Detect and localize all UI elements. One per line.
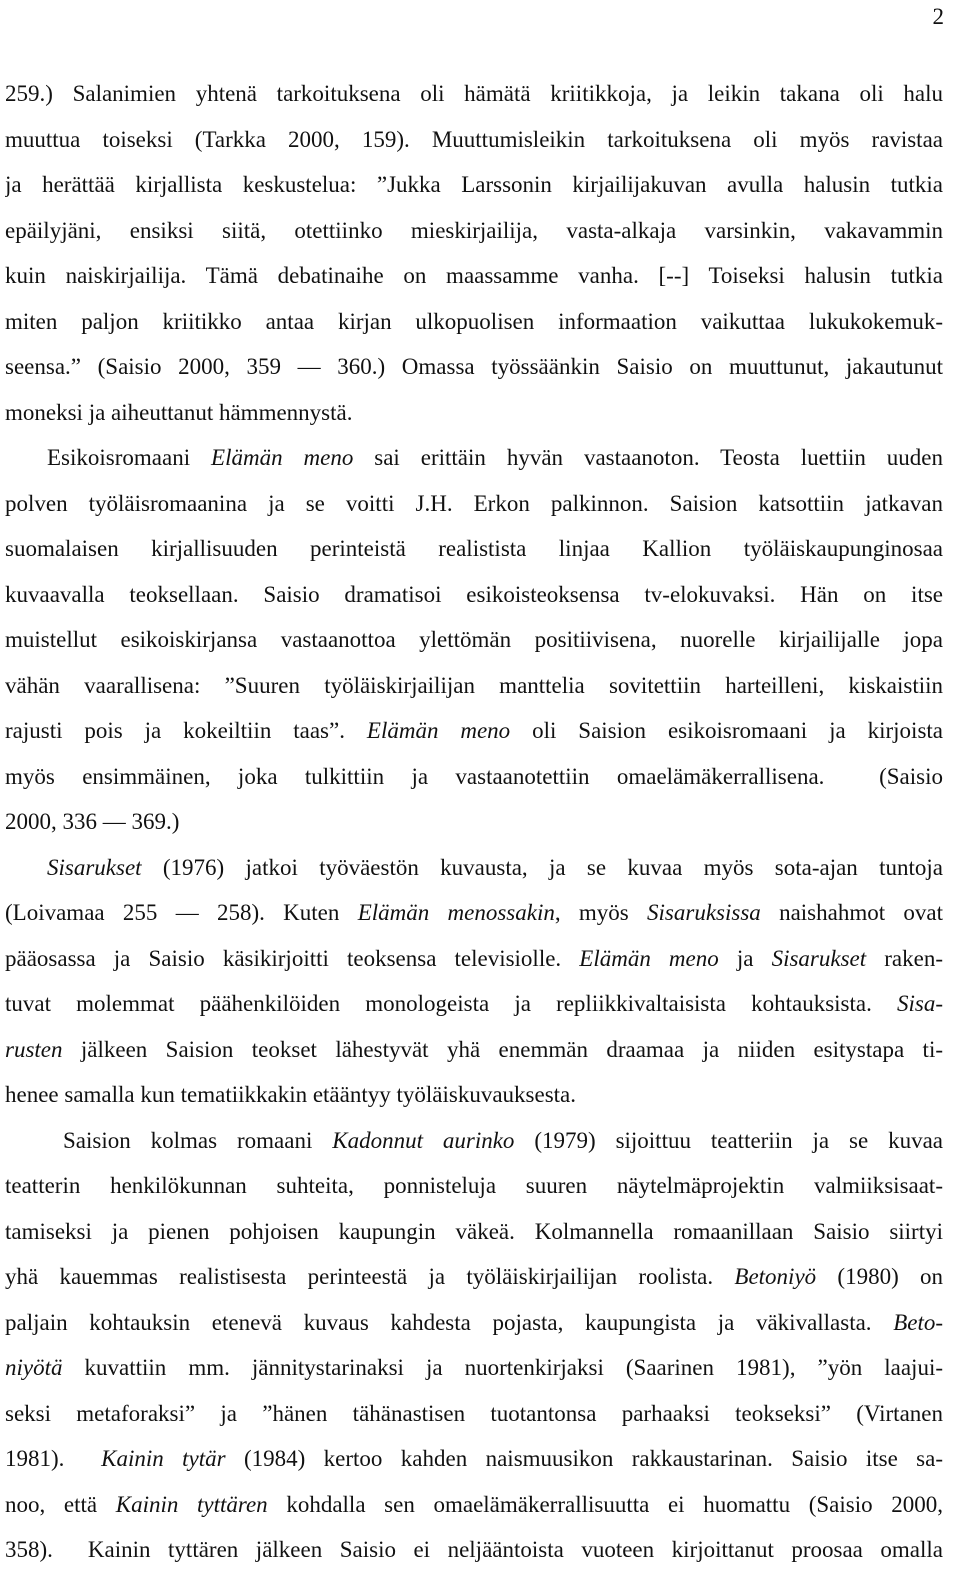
italic-title: Beto- bbox=[893, 1309, 943, 1335]
italic-title: Sisarukset bbox=[47, 854, 142, 880]
paragraph-p3 bbox=[5, 845, 943, 1118]
text-segment: moneksi ja aiheuttanut hämmennystä. bbox=[5, 399, 353, 425]
text-line bbox=[5, 1209, 943, 1255]
text-line bbox=[5, 526, 943, 572]
text-segment: 1981). bbox=[5, 1446, 102, 1471]
text-line bbox=[5, 1118, 943, 1164]
text-segment: seensa.” (Saisio 2000, 359 — 360.) Omassa työssäänkin Saisio on muuttunut, jakautunut bbox=[5, 354, 943, 379]
text-line bbox=[5, 390, 943, 436]
text-line bbox=[5, 708, 943, 754]
text-line bbox=[5, 936, 943, 982]
text-line bbox=[5, 71, 943, 117]
text-segment: seksi metaforaksi” ja ”hänen tähänastisen tuotantonsa parhaaksi teokseksi” (Virtanen bbox=[5, 1400, 943, 1426]
text-segment: (1979) sijoittuu teatteriin ja se kuvaa bbox=[514, 1127, 943, 1153]
italic-title: Betoniyö bbox=[734, 1264, 817, 1289]
text-segment: kohdalla sen omaelämäkerrallisuutta ei huomattu (Saisio 2000, bbox=[267, 1491, 943, 1517]
text-segment: sai erittäin hyvän vastaanoton. Teosta luettiin uuden bbox=[353, 445, 943, 470]
text-segment: suomalaisen kirjallisuuden perinteistä realistista linjaa Kallion työläiskaupunginosaa bbox=[5, 536, 943, 561]
text-line bbox=[5, 663, 943, 709]
text-segment: (1984) kertoo kahden naismuusikon rakkaustarinan. Saisio itse sa- bbox=[225, 1446, 943, 1471]
text-segment: rajusti pois ja kokeiltiin taas”. bbox=[5, 718, 367, 743]
document-body bbox=[5, 71, 943, 1573]
text-line bbox=[5, 1391, 943, 1437]
text-segment: (Loivamaa 255 — 258). Kuten bbox=[5, 900, 358, 925]
text-line bbox=[5, 481, 943, 527]
text-segment: henee samalla kun tematiikkakin etääntyy työläiskuvauksesta. bbox=[5, 1082, 576, 1107]
text-line bbox=[5, 253, 943, 299]
text-line bbox=[5, 208, 943, 254]
text-line bbox=[5, 1254, 943, 1300]
text-line bbox=[5, 1072, 943, 1118]
text-segment: ja herättää kirjallista keskustelua: ”Jukka Larssonin kirjailijakuvan avulla halusin tutkia bbox=[5, 172, 943, 197]
text-segment: oli Saision esikoisromaani ja kirjoista bbox=[510, 718, 943, 743]
text-segment: kuvattiin mm. jännitystarinaksi ja nuortenkirjaksi (Saarinen 1981), ”yön laajui- bbox=[62, 1355, 943, 1380]
text-segment: naishahmot ovat bbox=[760, 900, 943, 925]
text-line bbox=[5, 344, 943, 390]
text-line bbox=[5, 1163, 943, 1209]
text-segment: ja bbox=[718, 945, 772, 971]
text-segment: muistellut esikoiskirjansa vastaanottoa ylettömän positiivisena, nuorelle kirjailijalle jopa bbox=[5, 627, 943, 652]
paragraph-p1 bbox=[5, 71, 943, 435]
text-segment: (1976) jatkoi työväestön kuvausta, ja se kuvaa myös sota-ajan tuntoja bbox=[141, 854, 943, 880]
text-segment: myös ensimmäinen, joka tulkittiin ja vastaanotettiin omaelämäkerrallisena. (Saisio bbox=[5, 763, 943, 789]
text-line bbox=[5, 981, 943, 1027]
italic-title: Elämän meno bbox=[366, 718, 511, 743]
italic-title: Elämän meno bbox=[211, 445, 354, 470]
italic-title: Sisarukset bbox=[771, 945, 867, 971]
italic-title: Sisaruksissa bbox=[647, 900, 761, 925]
text-line bbox=[5, 1527, 943, 1573]
italic-title: Kainin tytär bbox=[101, 1446, 226, 1471]
text-line bbox=[5, 845, 943, 891]
italic-title: Elämän menossakin bbox=[357, 900, 555, 925]
text-segment: (1980) on bbox=[816, 1264, 943, 1289]
text-segment: vähän vaarallisena: ”Suuren työläiskirjailijan manttelia sovitettiin harteilleni, kiskaistiin bbox=[5, 672, 943, 698]
text-line bbox=[5, 299, 943, 345]
text-segment: tuvat molemmat päähenkilöiden monologeista ja repliikkivaltaisista kohtauksista. bbox=[5, 991, 897, 1016]
italic-title: Kadonnut aurinko bbox=[332, 1127, 515, 1153]
paragraph-p2 bbox=[5, 435, 943, 845]
text-segment: polven työläisromaanina ja se voitti J.H. Erkon palkinnon. Saision katsottiin jatkavan bbox=[5, 490, 943, 516]
text-segment: 358). Kainin tyttären jälkeen Saisio ei neljääntoista vuoteen kirjoittanut proosaa omalla bbox=[5, 1537, 943, 1562]
text-segment: raken- bbox=[866, 945, 943, 971]
italic-title: niyötä bbox=[5, 1355, 63, 1380]
text-line bbox=[5, 1027, 943, 1073]
text-segment: kuin naiskirjailija. Tämä debatinaihe on maassamme vanha. [--] Toiseksi halusin tutkia bbox=[5, 263, 943, 288]
text-segment: teatterin henkilökunnan suhteita, ponnisteluja suuren näytelmäprojektin valmiiksisaat- bbox=[5, 1173, 943, 1198]
text-segment: tamiseksi ja pienen pohjoisen kaupungin väkeä. Kolmannella romaanillaan Saisio siirtyi bbox=[5, 1218, 943, 1244]
text-line bbox=[5, 617, 943, 663]
text-segment: 259.) Salanimien yhtenä tarkoituksena oli hämätä kriitikkoja, ja leikin takana oli halu bbox=[5, 81, 943, 106]
text-segment: miten paljon kriitikko antaa kirjan ulkopuolisen informaation vaikuttaa lukukokemuk- bbox=[5, 308, 943, 334]
page-number: 2 bbox=[932, 4, 944, 29]
text-segment: muuttua toiseksi (Tarkka 2000, 159). Muuttumisleikin tarkoituksena oli myös ravistaa bbox=[5, 126, 943, 152]
text-line bbox=[5, 1436, 943, 1482]
text-line bbox=[5, 754, 943, 800]
italic-title: Kainin tyttären bbox=[115, 1491, 268, 1517]
text-segment: Saision kolmas romaani bbox=[63, 1127, 333, 1153]
text-line bbox=[5, 162, 943, 208]
text-segment: pääosassa ja Saisio käsikirjoitti teoksensa televisiolle. bbox=[5, 945, 580, 971]
text-segment: Esikoisromaani bbox=[47, 445, 212, 470]
italic-title: Sisa- bbox=[897, 991, 943, 1016]
text-line bbox=[5, 890, 943, 936]
paragraph-p4 bbox=[5, 1118, 943, 1573]
text-line bbox=[5, 1482, 943, 1528]
text-line bbox=[5, 799, 943, 845]
text-segment: noo, että bbox=[5, 1491, 116, 1517]
italic-title: Elämän meno bbox=[579, 945, 719, 971]
text-line bbox=[5, 1345, 943, 1391]
text-segment: epäilyjäni, ensiksi siitä, otettiinko mieskirjailija, vasta-alkaja varsinkin, vakavammin bbox=[5, 217, 943, 243]
text-segment: paljain kohtauksin etenevä kuvaus kahdesta pojasta, kaupungista ja väkivallasta. bbox=[5, 1309, 894, 1335]
text-segment: 2000, 336 — 369.) bbox=[5, 809, 180, 834]
text-segment: jälkeen Saision teokset lähestyvät yhä enemmän draamaa ja niiden esitystapa ti- bbox=[62, 1036, 943, 1062]
text-line bbox=[5, 117, 943, 163]
text-line bbox=[5, 1300, 943, 1346]
text-line bbox=[5, 572, 943, 618]
text-segment: yhä kauemmas realistisesta perinteestä ja työläiskirjailijan roolista. bbox=[5, 1264, 735, 1289]
text-segment: kuvaavalla teoksellaan. Saisio dramatisoi esikoisteoksensa tv-elokuvaksi. Hän on itse bbox=[5, 581, 943, 607]
italic-title: rusten bbox=[5, 1036, 63, 1062]
text-segment: , myös bbox=[554, 900, 648, 925]
text-line bbox=[5, 435, 943, 481]
